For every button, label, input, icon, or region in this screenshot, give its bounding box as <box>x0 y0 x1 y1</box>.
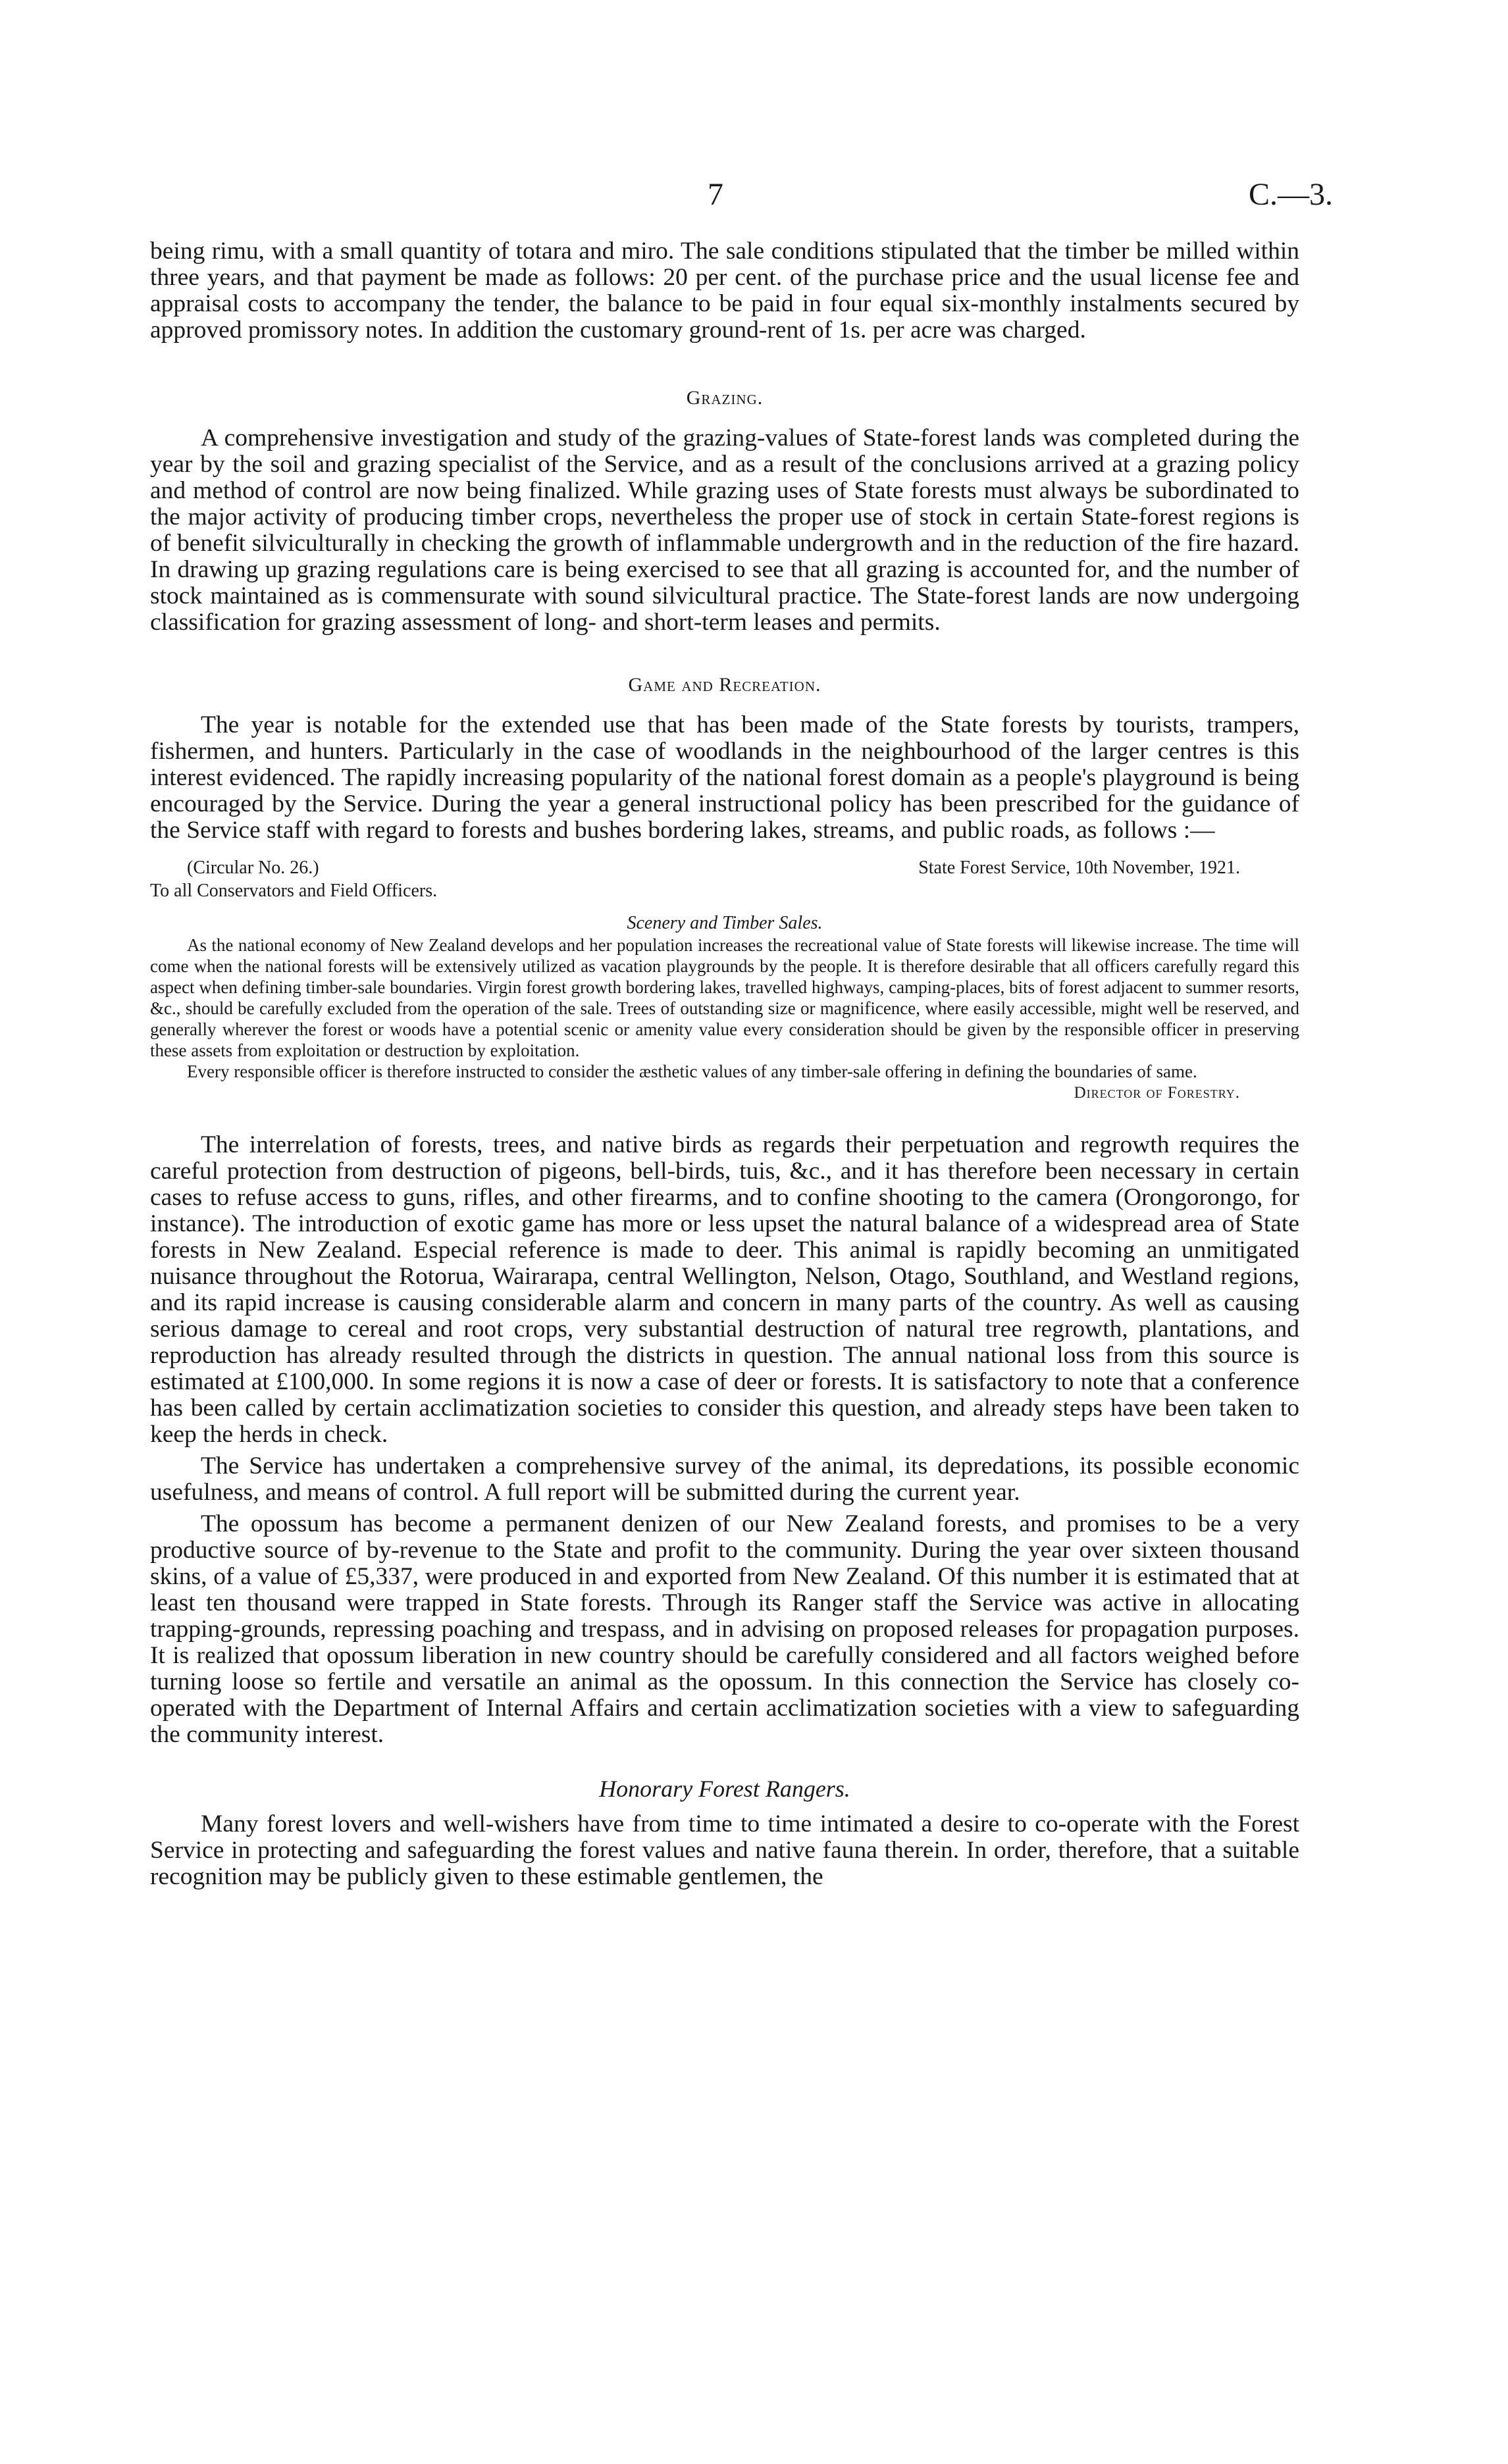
circular-instruction: Every responsible officer is therefore instructed to consider the æsthetic values of any timber-sale offering in defining the boundaries of same. <box>187 1062 1197 1081</box>
circular-issuer-date: State Forest Service, 10th November, 1921. <box>918 858 1240 878</box>
paragraph-grazing: A comprehensive investigation and study of the grazing-values of State-forest lands was completed during the year by the soil and grazing specialist of the Service, and as a result of the conclusions arrived at a grazing policy and method of control are now being finalized. While grazing uses of State forests must always be subordinated to the major activity of producing timber crops, nevertheless the proper use of stock in certain State-forest regions is of benefit silviculturally in checking the growth of inflammable undergrowth and in the reduction of the fire hazard. In drawing up grazing regulations care is being exercised to see that all grazing is accounted for, and the number of stock maintained as is commensurate with sound silvicultural practice. The State-forest lands are now undergoing classification for grazing assessment of long- and short-term leases and permits. <box>150 424 1299 636</box>
paragraph-opossum: The opossum has become a permanent denizen of our New Zealand forests, and promises to be a very productive source of by-revenue to the State and profit to the community. During the year over sixteen thousand skins, of a value of £5,337, were produced in and exported from New Zealand. Of this number it is estimated that at least ten thousand were trapped in State forests. Through its Ranger staff the Service was active in allocating trapping-grounds, repressing poaching and trespass, and in advising on proposed releases for propagation purposes. It is realized that opossum liberation in new country should be carefully considered and all factors weighed before turning loose so fertile and versatile an animal as the opossum. In this connection the Service has closely co-operated with the Department of Internal Affairs and certain acclimatization societies with a view to safeguarding the community interest. <box>150 1510 1299 1748</box>
circular-signature: Director of Forestry. <box>1074 1084 1240 1102</box>
section-heading-honorary-rangers: Honorary Forest Rangers. <box>599 1776 850 1802</box>
circular-body: As the national economy of New Zealand develops and her population increases the recreational value of State forests will likewise increase. The time will come when the national forests will be extensively utilized as vacation playgrounds by the people. It is therefore desirable that all officers carefully regard this aspect when defining timber-sale boundaries. Virgin forest growth bordering lakes, travelled highways, camping-places, bits of forest adjacent to summer resorts, &c., should be carefully excluded from the operation of the sale. Trees of outstanding size or magnificence, where easily accessible, might well be reserved, and generally wherever the forest or woods have a potential scenic or amenity value every consideration should be given by the responsible officer in preserving these assets from exploitation or destruction by exploitation. <box>150 935 1299 1060</box>
circular-header <box>150 857 1299 879</box>
paragraph-honorary-rangers: Many forest lovers and well-wishers have from time to time intimated a desire to co-operate with the Forest Service in protecting and safeguarding the forest values and native fauna therein. In order, therefore, that a suitable recognition may be publicly given to these estimable gentlemen, the <box>150 1810 1299 1890</box>
section-heading-game-recreation: Game and Recreation. <box>628 674 821 696</box>
paragraph-timber-sale: being rimu, with a small quantity of totara and miro. The sale conditions stipulated that the timber be milled within three years, and that payment be made as follows: 20 per cent. of the purchase price and the usual license fee and appraisal costs to accompany the tender, the balance to be paid in four equal six-monthly instalments secured by approved promissory notes. In addition the customary ground-rent of 1s. per acre was charged. <box>150 238 1299 344</box>
circular-number: (Circular No. 26.) <box>187 858 319 878</box>
document-reference: C.—3. <box>1248 177 1333 212</box>
circular-subheading: Scenery and Timber Sales. <box>627 913 823 933</box>
paragraph-native-birds-deer: The interrelation of forests, trees, and native birds as regards their perpetuation and regrowth requires the careful protection from destruction of pigeons, bell-birds, tuis, &c., and it has therefore been necessary in certain cases to refuse access to guns, rifles, and other firearms, and to confine shooting to the camera (Orongorongo, for instance). The introduction of exotic game has more or less upset the natural balance of a widespread area of State forests in New Zealand. Especial reference is made to deer. This animal is rapidly becoming an unmitigated nuisance throughout the Rotorua, Wairarapa, central Wellington, Nelson, Otago, Southland, and Westland regions, and its rapid increase is causing considerable alarm and concern in many parts of the country. As well as causing serious damage to cereal and root crops, very substantial destruction of natural tree regrowth, plantations, and reproduction has already resulted through the districts in question. The annual national loss from this source is estimated at £100,000. In some regions it is now a case of deer or forests. It is satisfactory to note that a conference has been called by certain acclimatization societies to consider this question, and already steps have been taken to keep the herds in check. <box>150 1131 1299 1448</box>
document-body <box>150 238 1299 1890</box>
paragraph-game-recreation: The year is notable for the extended use that has been made of the State forests by tourists, trampers, fishermen, and hunters. Particularly in the case of woodlands in the neighbourhood of the larger centres is this interest evidenced. The rapidly increasing popularity of the national forest domain as a people's playground is being encouraged by the Service. During the year a general instructional policy has been prescribed for the guidance of the Service staff with regard to forests and bushes bordering lakes, streams, and public roads, as follows :— <box>150 711 1299 844</box>
paragraph-survey: The Service has undertaken a comprehensive survey of the animal, its depredations, its possible economic usefulness, and means of control. A full report will be submitted during the current year. <box>150 1452 1299 1506</box>
page-number: 7 <box>708 177 723 212</box>
circular <box>150 857 1299 1104</box>
circular-recipients: To all Conservators and Field Officers. <box>150 881 438 901</box>
section-heading-grazing: Grazing. <box>686 387 764 409</box>
